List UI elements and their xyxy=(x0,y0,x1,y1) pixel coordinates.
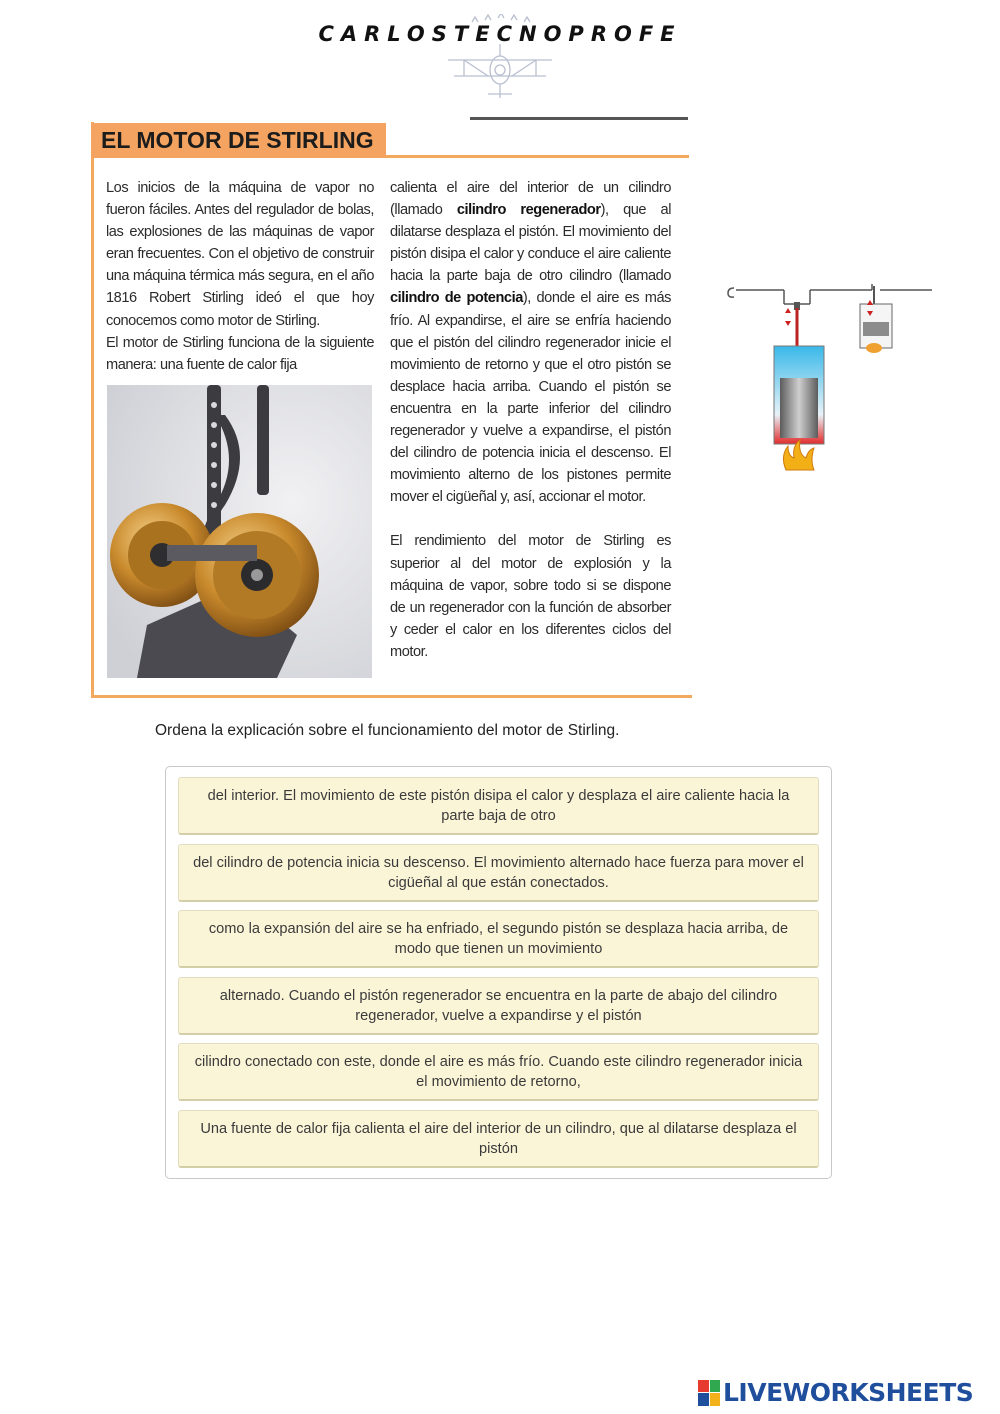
order-card[interactable]: alternado. Cuando el pistón regenerador se encuentra en la parte de abajo del cilindro regenerador, vuelve a expandirse y el pistón xyxy=(178,977,819,1035)
order-card[interactable]: del cilindro de potencia inicia su descenso. El movimiento alternado hace fuerza para mover el cigüeñal al que están conectados. xyxy=(178,844,819,902)
term-regenerator: cilindro regenerador xyxy=(456,202,601,219)
article-paragraph: El rendimiento del motor de Stirling es superior al del motor de explosión y la máquina de vapor, sobre todo si se dispone de un regenerador con la función de absorber y ceder el calor en los diferentes ciclos del motor. xyxy=(390,533,671,660)
order-card[interactable]: Una fuente de calor fija calienta el aire del interior de un cilindro, que al dilatarse desplaza el pistón xyxy=(178,1110,819,1168)
article-column-right xyxy=(390,177,671,663)
exercise-instruction: Ordena la explicación sobre el funcionamiento del motor de Stirling. xyxy=(155,722,620,739)
brand-title: CARLOSTECNOPROFE xyxy=(318,22,682,46)
stirling-diagram xyxy=(722,278,937,478)
article-title: EL MOTOR DE STIRLING xyxy=(91,123,386,158)
liveworksheets-wordmark: LIVEWORKSHEETS xyxy=(723,1378,974,1407)
article-paragraph-main xyxy=(390,177,671,508)
article-column-left xyxy=(106,177,374,376)
text-run: ), que al dilatarse desplaza el pistón. El movimiento del pistón disipa el calor y conduce el aire caliente hacia la parte baja de otro cilindro (llamado xyxy=(390,202,671,285)
order-card[interactable]: como la expansión del aire se ha enfriado, el segundo pistón se desplaza hacia arriba, de modo que tienen un movimiento xyxy=(178,910,819,968)
order-card[interactable]: del interior. El movimiento de este pistón disipa el calor y desplaza el aire caliente hacia la parte baja de otro xyxy=(178,777,819,835)
liveworksheets-mark-icon xyxy=(698,1380,720,1406)
liveworksheets-logo[interactable] xyxy=(698,1378,973,1407)
term-power-cylinder: cilindro de potencia xyxy=(390,290,523,307)
article-paragraph: Los inicios de la máquina de vapor no fueron fáciles. Antes del regulador de bolas, las explosiones de las máquinas de vapor eran frecuentes. Con el objetivo de construir una máquina térmica más segura, en el año 1816 Robert Stirling ideó el que hoy conocemos como motor de Stirling. xyxy=(106,180,374,329)
text-run: calienta el aire del interior de un cilindro (llamado xyxy=(390,180,671,219)
article-paragraph: El motor de Stirling funciona de la siguiente manera: una fuente de calor fija xyxy=(106,334,374,373)
order-card[interactable]: cilindro conectado con este, donde el aire es más frío. Cuando este cilindro regenerador inicia el movimiento de retorno, xyxy=(178,1043,819,1101)
text-run: ), donde el aire es más frío. Al expandirse, el aire se enfría haciendo que el pistón del cilindro regenerador inicie el movimiento de retorno y que el otro pistón se desplace hacia arriba. Cuando el pistón se encuentra en la parte inferior del cilindro regenerador y vuelve a expandirse, el pistón del cilindro de potencia inicia el descenso. El movimiento alterno de los pistones permite mover el cigüeñal y, así, accionar el motor. xyxy=(390,290,671,506)
top-divider xyxy=(470,117,688,120)
stirling-engine-photo xyxy=(107,385,372,678)
